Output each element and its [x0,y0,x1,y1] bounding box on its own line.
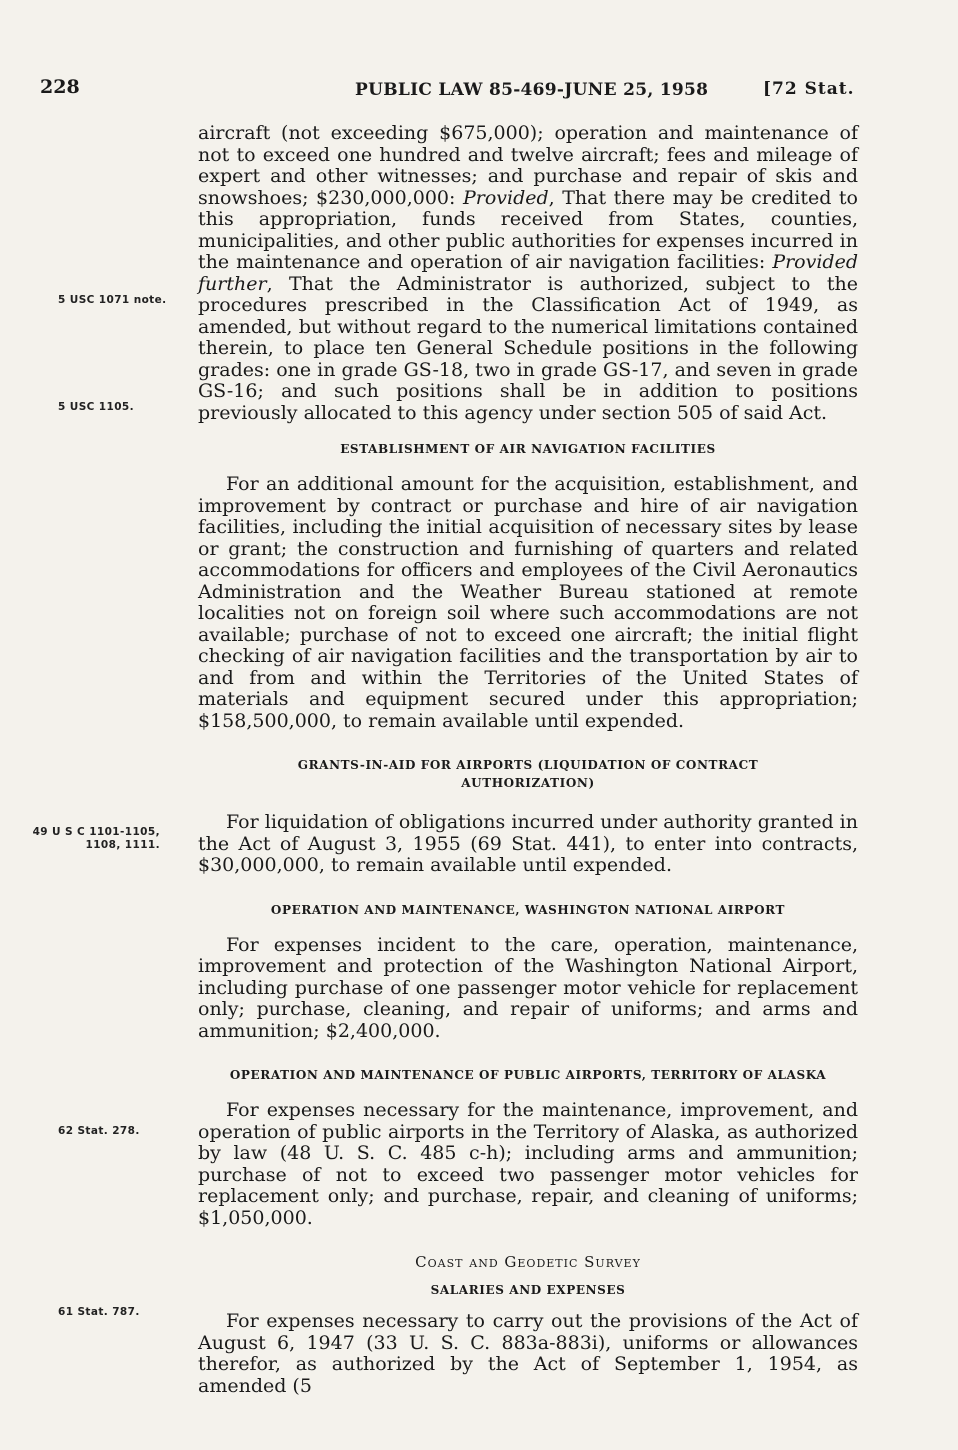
margin-note: 5 USC 1105. [58,401,135,413]
agency-heading: Coast and Geodetic Survey [415,1253,641,1271]
section-heading: GRANTS-IN-AID FOR AIRPORTS (LIQUIDATION OF CONTRACT [297,758,759,772]
italic-proviso: Provided [462,186,549,209]
paragraph: For liquidation of obligations incurred under authority granted in the Act of August 3, 1955 (69 Stat. 441), to enter into contracts, $30,000,000, to remain available until expended. [198,811,858,876]
section-heading: ESTABLISHMENT OF AIR NAVIGATION FACILITIES [340,442,716,456]
volume-reference: [72 Stat. [763,79,855,99]
section-heading: OPERATION AND MAINTENANCE OF PUBLIC AIRPORTS, TERRITORY OF ALASKA [229,1068,827,1082]
margin-note: 61 Stat. 787. [58,1306,140,1318]
paragraph: For expenses necessary to carry out the provisions of the Act of August 6, 1947 (33 U. S. C. 883a-883i), uniforms or allowances therefor, as authorized by the Act of September 1, 1954, as amended (5 [198,1310,858,1397]
italic-proviso: Provided further [198,251,858,295]
section-heading: SALARIES AND EXPENSES [430,1283,626,1297]
text-run: , That there may be credited to this appropriation, funds received from States, counties, municipalities, and other public authorities for expenses incurred in the maintenance and operation of air navigation facilities: [198,186,858,273]
paragraph: For expenses necessary for the maintenance, improvement, and operation of public airports in the Territory of Alaska, as authorized by law (48 U. S. C. 485 c-h); including arms and ammunition; purchase of not to exceed two passenger motor vehicles for replacement only; and purchase, repair, and cleaning of uniforms; $1,050,000. [198,1099,858,1229]
text-run: aircraft (not exceeding $675,000); operation and maintenance of not to exceed one hundred and twelve aircraft; fees and mileage of expert and other witnesses; and purchase and repair of skis and snowshoes; $230,000,000: [198,122,858,209]
paragraph-continued [198,123,858,424]
body-text [198,123,858,1397]
margin-note: 5 USC 1071 note. [58,294,167,306]
paragraph: For expenses incident to the care, operation, maintenance, improvement and protection of the Washington National Airport, including purchase of one passenger motor vehicle for replacement only; purchase, cleaning, and repair of uniforms; and arms and ammunition; $2,400,000. [198,933,858,1042]
margin-note: 62 Stat. 278. [58,1125,140,1137]
running-title: PUBLIC LAW 85-469-JUNE 25, 1958 [355,80,709,100]
section-heading: AUTHORIZATION) [461,776,595,790]
paragraph: For an additional amount for the acquisition, establishment, and improvement by contract or purchase and hire of air navigation facilities, including the initial acquisition of necessary sites by lease or grant; the construction and furnishing of quarters and related accommodations for officers and employees of the Civil Aeronautics Administration and the Weather Bureau stationed at remote localities not on foreign soil where such accommodations are not available; purchase of not to exceed one aircraft; the initial flight checking of air navigation facilities and the transportation by air to and from and within the Territories of the United States of materials and equipment secured under this appropriation; $158,500,000, to remain available until expended. [198,473,858,732]
text-run: , That the Administrator is authorized, subject to the procedures prescribed in the Classification Act of 1949, as amended, but without regard to the numerical limitations contained therein, to place ten General Schedule positions in the following grades: one in grade GS-18, two in grade GS-17, and seven in grade GS-16; and such positions shall be in addition to positions previously allocated to this agency under section 505 of said Act. [198,272,858,424]
section-heading: OPERATION AND MAINTENANCE, WASHINGTON NATIONAL AIRPORT [270,902,786,917]
page-number: 228 [40,76,80,98]
margin-note: 49 U S C 1101-1105, 1108, 1111. [32,826,160,851]
